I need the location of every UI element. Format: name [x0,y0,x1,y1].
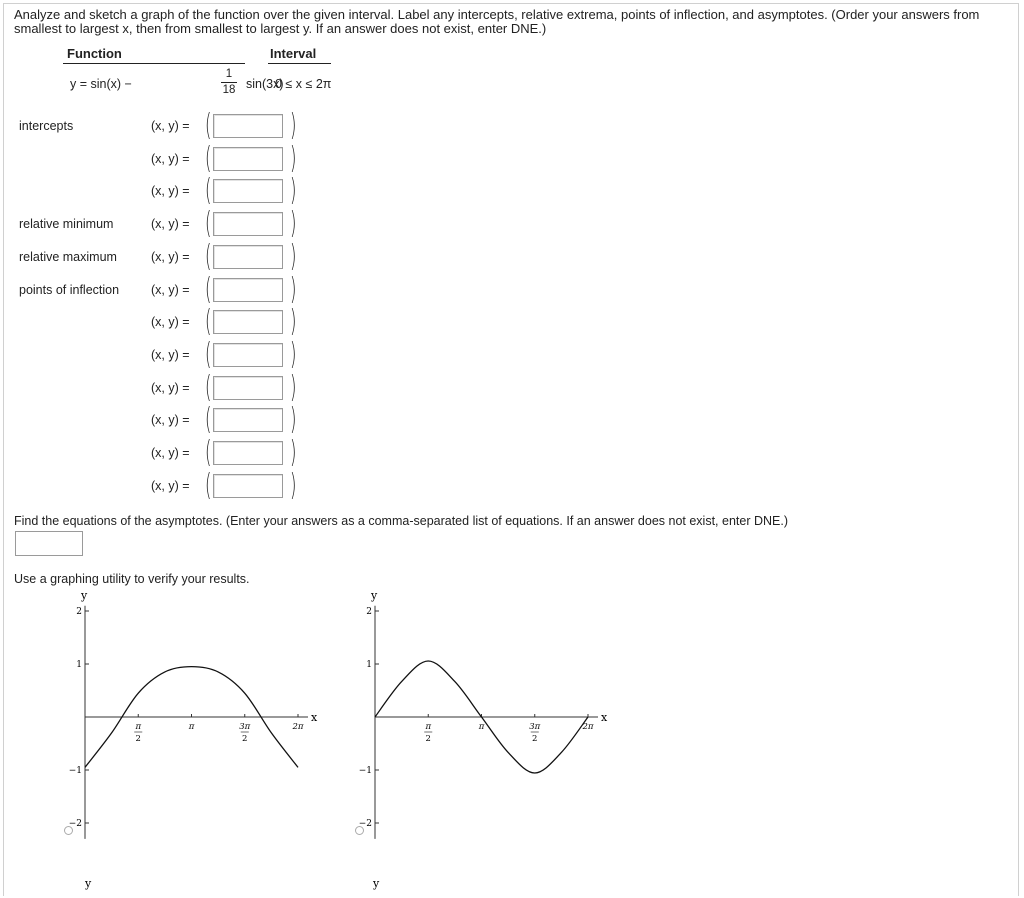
point-input[interactable] [213,408,283,432]
open-paren: ( [205,108,212,143]
point-input[interactable] [213,147,283,171]
graph-b-x-tick-label: 3π [529,722,541,732]
graph-b-y-label: y [371,589,378,602]
point-input[interactable] [213,212,283,236]
open-paren: ( [205,468,212,503]
graph-a [60,588,320,848]
graph-b-x-tick-den: 2 [425,734,431,744]
xy-label: (x, y) = [151,381,190,395]
graph-b-y-tick-label: −2 [358,819,372,829]
graph-b-y-tick-label: 2 [366,607,372,617]
open-paren: ( [205,141,212,176]
graph-a-y-tick-label: −2 [68,819,82,829]
xy-label: (x, y) = [151,184,190,198]
xy-label: (x, y) = [151,413,190,427]
function-lhs: y = sin(x) − [70,77,132,91]
open-paren: ( [205,206,212,241]
graph-a-x-tick-den: 2 [242,734,248,744]
xy-label: (x, y) = [151,446,190,460]
open-paren: ( [205,370,212,405]
graph-a-x-tick-label: π [188,722,195,732]
point-input[interactable] [213,376,283,400]
point-input[interactable] [213,245,283,269]
xy-label: (x, y) = [151,479,190,493]
close-paren: ) [290,108,297,143]
close-paren: ) [290,272,297,307]
graph-a-x-tick-label: 3π [239,722,251,732]
point-input[interactable] [213,310,283,334]
point-input[interactable] [213,114,283,138]
graph-b-y-tick-label: −1 [358,766,372,776]
interval-value: 0 ≤ x ≤ 2π [275,77,332,91]
graph-a-x-tick-den: 2 [135,734,141,744]
close-paren: ) [290,206,297,241]
close-paren: ) [290,337,297,372]
open-paren: ( [205,402,212,437]
xy-label: (x, y) = [151,315,190,329]
interval-header-rule [268,63,331,64]
graph-b-x-tick-label: π [425,722,432,732]
row-label: points of inflection [19,283,120,297]
point-input[interactable] [213,474,283,498]
close-paren: ) [290,402,297,437]
graph-b-x-tick-den: 2 [532,734,538,744]
row-label: relative minimum [19,217,114,231]
open-paren: ( [205,435,212,470]
open-paren: ( [205,272,212,307]
verify-text: Use a graphing utility to verify your results. [14,572,250,586]
close-paren: ) [290,141,297,176]
close-paren: ) [290,468,297,503]
function-header: Function [67,46,122,61]
graph-b-x-tick-label: π [478,722,485,732]
open-paren: ( [205,239,212,274]
close-paren: ) [290,435,297,470]
graph-b [350,588,610,848]
close-paren: ) [290,304,297,339]
graph-a-y-tick-label: 2 [76,607,82,617]
xy-label: (x, y) = [151,250,190,264]
graph-a-y-tick-label: 1 [76,660,82,670]
asymptotes-input[interactable] [15,531,83,556]
function-expression [70,68,284,100]
point-input[interactable] [213,343,283,367]
row-label: relative maximum [19,250,117,264]
graph-b-y-tick-label: 1 [366,660,372,670]
graph-c-y-label: y [85,877,92,890]
point-input[interactable] [213,441,283,465]
close-paren: ) [290,173,297,208]
fraction-numerator: 1 [225,68,233,80]
row-label: intercepts [19,119,74,133]
xy-label: (x, y) = [151,348,190,362]
function-header-rule [63,63,245,64]
instructions-text: Analyze and sketch a graph of the function over the given interval. Label any intercepts, relative extrema, points of inflection, and asymptotes. (Order your answers from smallest to largest x, then from smallest to largest y. If an answer does not exist, enter DNE.) [14,7,980,36]
close-paren: ) [290,370,297,405]
graph-a-x-tick-label: 2π [292,722,304,732]
interval-header: Interval [270,46,317,61]
function-fraction [221,68,237,97]
point-input[interactable] [213,179,283,203]
graph-a-y-label: y [81,589,88,602]
xy-label: (x, y) = [151,217,190,231]
function-rhs: sin(3x) [246,77,284,91]
graph-a-x-tick-label: π [135,722,142,732]
graph-d-partial [365,876,395,898]
close-paren: ) [290,239,297,274]
asymptotes-question: Find the equations of the asymptotes. (Enter your answers as a comma-separated list of equations. If an answer does not exist, enter DNE.) [14,514,788,528]
point-input[interactable] [213,278,283,302]
xy-label: (x, y) = [151,119,190,133]
open-paren: ( [205,337,212,372]
graph-d-y-label: y [373,877,380,890]
graph-a-x-label: x [311,711,318,724]
open-paren: ( [205,173,212,208]
fraction-denominator: 18 [222,84,236,96]
graph-a-y-tick-label: −1 [68,766,82,776]
graph-b-x-label: x [601,711,608,724]
xy-label: (x, y) = [151,283,190,297]
xy-label: (x, y) = [151,152,190,166]
graph-b-x-tick-label: 2π [582,722,594,732]
graph-c-partial [75,876,105,898]
open-paren: ( [205,304,212,339]
